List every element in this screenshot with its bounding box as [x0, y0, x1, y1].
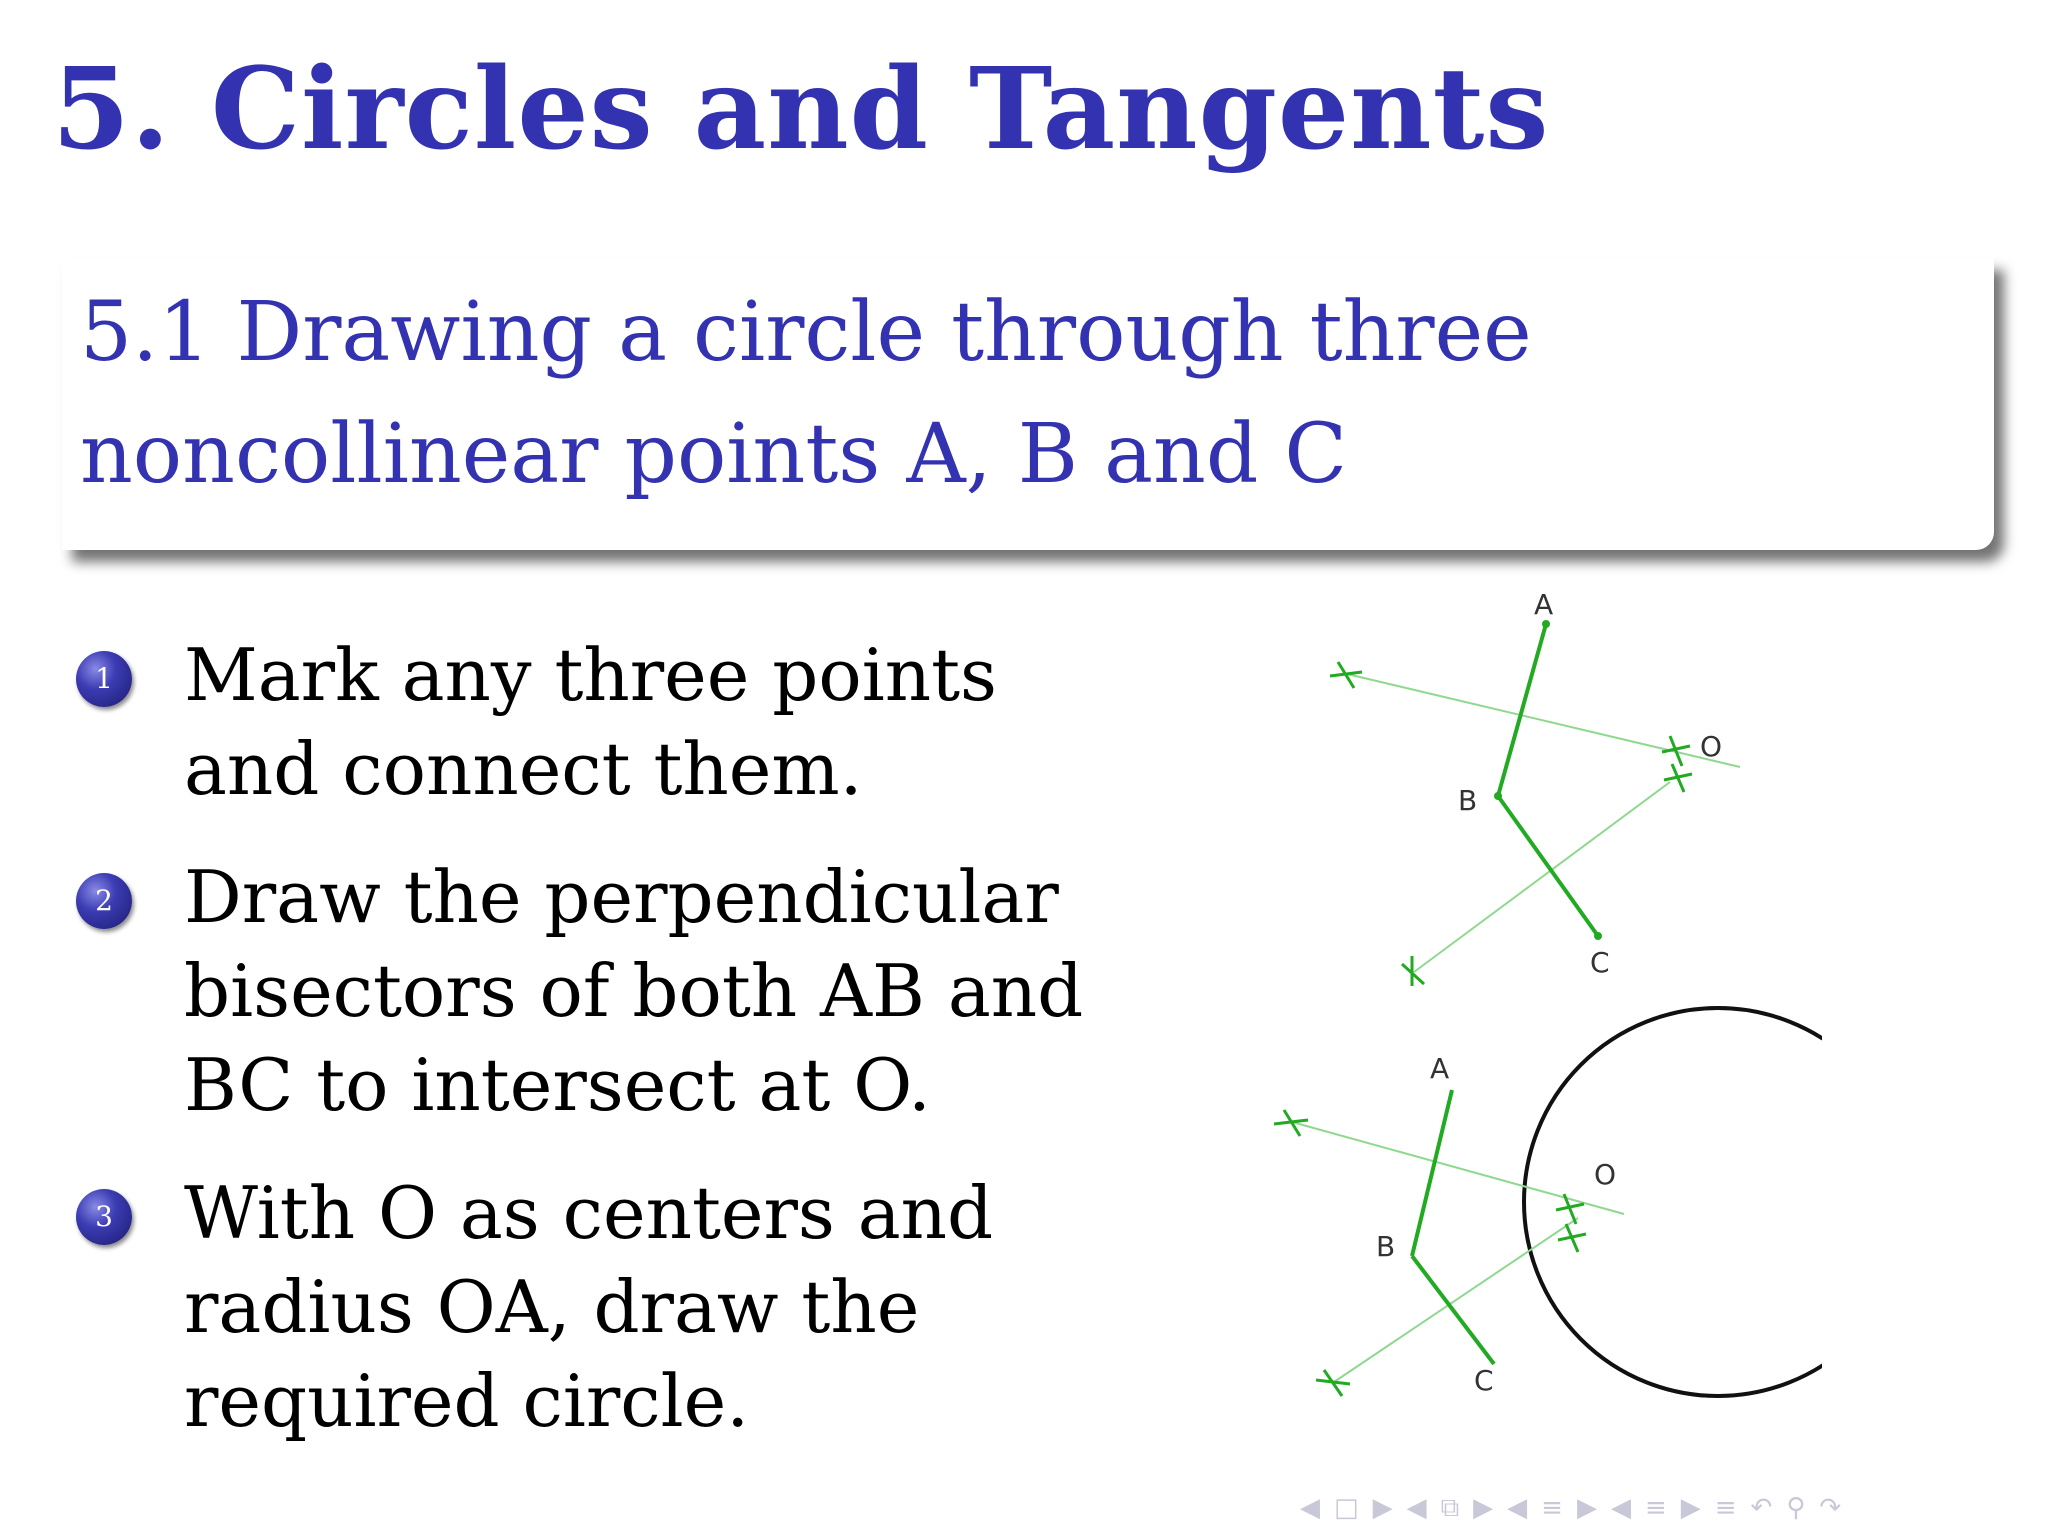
- label-c: C: [1474, 1364, 1494, 1397]
- document-icon[interactable]: ≡: [1644, 1493, 1667, 1523]
- label-a: A: [1430, 1052, 1450, 1085]
- bottom-construction: [1274, 1008, 1822, 1397]
- arrow-left-icon[interactable]: ◀: [1610, 1493, 1631, 1523]
- search-icon[interactable]: ⚲: [1786, 1493, 1806, 1523]
- frame-title: 5. Circles and Tangents: [52, 44, 1550, 175]
- arrow-right-icon[interactable]: ▶: [1372, 1493, 1393, 1523]
- block-title: 5.1 Drawing a circle through three noncollinear points A, B and C: [80, 285, 1532, 502]
- step-text: Draw the perpendicular bisectors of both AB and BC to intersect at O.: [184, 855, 1084, 1127]
- construction-figure: [1262, 584, 1822, 1424]
- point-a: [1542, 620, 1550, 628]
- top-construction: [1330, 588, 1740, 986]
- arrow-right-icon[interactable]: ▶: [1576, 1493, 1597, 1523]
- arrow-right-icon[interactable]: ▶: [1680, 1493, 1701, 1523]
- arrow-left-icon[interactable]: ◀: [1406, 1493, 1427, 1523]
- list-item: [72, 628, 1152, 816]
- bisector-bc-line: [1414, 782, 1670, 972]
- bisector-bc-line: [1334, 1218, 1578, 1382]
- label-o: O: [1700, 730, 1723, 763]
- label-a: A: [1534, 588, 1554, 621]
- align-icon[interactable]: ≡: [1714, 1493, 1737, 1523]
- undo-icon[interactable]: ↶: [1750, 1493, 1773, 1523]
- label-b: B: [1376, 1230, 1396, 1263]
- bisector-ab-line: [1347, 674, 1740, 767]
- frame-icon[interactable]: □: [1334, 1493, 1359, 1523]
- step-text: With O as centers and radius OA, draw the required circle.: [184, 1171, 994, 1443]
- section-icon[interactable]: ≡: [1541, 1493, 1563, 1523]
- label-c: C: [1590, 946, 1610, 979]
- list-item: [72, 850, 1152, 1132]
- redo-icon[interactable]: ↷: [1819, 1493, 1842, 1523]
- point-c: [1594, 932, 1602, 940]
- label-b: B: [1458, 784, 1478, 817]
- arrow-left-icon[interactable]: ◀: [1507, 1493, 1528, 1523]
- arrow-right-icon[interactable]: ▶: [1473, 1493, 1494, 1523]
- step-text: Mark any three points and connect them.: [184, 633, 997, 811]
- bisector-ab-line: [1292, 1122, 1624, 1214]
- arrow-left-icon[interactable]: ◀: [1300, 1493, 1320, 1523]
- step-number-badge: 3: [76, 1189, 132, 1245]
- segment-ab: [1498, 624, 1546, 796]
- arc-mark: [1316, 1380, 1350, 1384]
- arc-mark: [1274, 1120, 1308, 1124]
- list-item: [72, 1166, 1152, 1448]
- segment-bc: [1498, 796, 1598, 936]
- beamer-navigation-bar: [1300, 1488, 2040, 1528]
- segment-bc: [1412, 1256, 1494, 1364]
- subsection-icon[interactable]: ⧉: [1440, 1492, 1460, 1523]
- label-o: O: [1594, 1158, 1617, 1191]
- step-number-badge: 2: [76, 873, 132, 929]
- step-number-badge: 1: [76, 651, 132, 707]
- steps-list: [72, 628, 1152, 1482]
- point-b: [1494, 792, 1502, 800]
- segment-ab: [1412, 1090, 1452, 1256]
